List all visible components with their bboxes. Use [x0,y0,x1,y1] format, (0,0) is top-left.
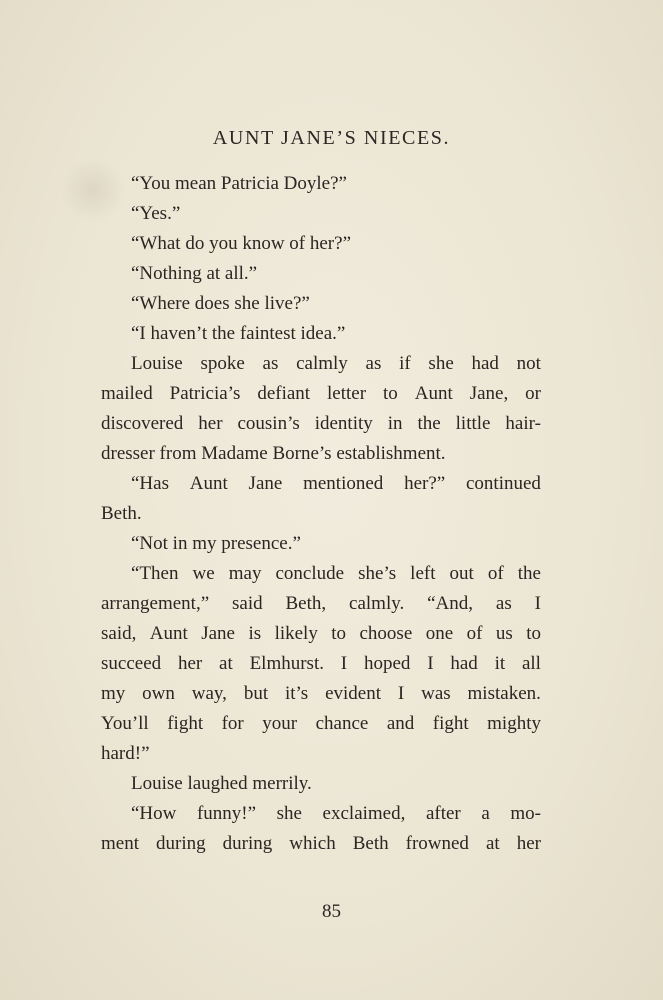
word: Aunt [414,383,453,404]
word: your [262,713,298,734]
word: the [417,413,441,434]
text-line: dresser from Madame Borne’s establishment. [101,443,446,464]
text-line: Beth. [101,503,142,524]
word: identity [314,413,373,434]
word: Louise [131,353,183,374]
word: Beth, [285,593,327,614]
word: Aunt [149,623,188,644]
word: to [526,623,541,644]
word: not [516,353,541,374]
word: her [198,413,223,434]
word: spoke [200,353,245,374]
word: of [487,563,504,584]
word: chance [315,713,369,734]
word: my [101,683,126,704]
word: mentioned [303,473,384,494]
word: she [428,353,454,374]
word: it’s [284,683,309,704]
word: I [340,653,348,674]
word: as [262,353,279,374]
word: may [228,563,262,584]
word: we [192,563,215,584]
word: after [425,803,461,824]
word: little [455,413,491,434]
word: the [517,563,541,584]
text-line [101,379,541,409]
word: hair- [505,413,541,434]
text-line: “Nothing at all.” [131,263,258,284]
word: or [525,383,541,404]
word: frowned [405,833,469,854]
word: all [521,653,541,674]
word: one [425,623,454,644]
word: ment [101,833,139,854]
word: is [248,623,262,644]
word: us [495,623,513,644]
word: evident [325,683,382,704]
body-text [101,169,541,859]
word: during [156,833,206,854]
word: Jane, [469,383,509,404]
text-line [101,619,541,649]
word: Aunt [189,473,228,494]
word: as [365,353,382,374]
word: was [421,683,451,704]
word: a [481,803,490,824]
word: fight [167,713,204,734]
word: as [495,593,512,614]
text-line [101,649,541,679]
word: for [221,713,244,734]
word: which [289,833,336,854]
word: her?” [404,473,446,494]
word: conclude [275,563,345,584]
text-line: “Yes.” [131,203,181,224]
word: “And, [427,593,474,614]
word: discovered [101,413,184,434]
word: in [387,413,403,434]
word: calmly [296,353,348,374]
running-head: AUNT JANE’S NIECES. [212,127,451,149]
word: way, [191,683,227,704]
word: “Then [131,563,179,584]
word: Jane [248,473,283,494]
word: she [276,803,302,824]
word: to [331,623,347,644]
text-line [101,559,541,589]
text-line [101,709,541,739]
text-line: “Not in my presence.” [131,533,301,554]
word: had [471,353,499,374]
word: she’s [358,563,397,584]
text-line [101,349,541,379]
word: said, [101,623,137,644]
word: cousin’s [237,413,300,434]
word: I [397,683,405,704]
word: of [466,623,483,644]
word: it [494,653,506,674]
word: calmly. [349,593,405,614]
text-line: “Where does she live?” [131,293,310,314]
word: during [222,833,273,854]
word: had [450,653,478,674]
word: left [410,563,436,584]
text-line: “You mean Patricia Doyle?” [131,173,347,194]
word: hoped [363,653,411,674]
word: mistaken. [467,683,541,704]
text-line: Louise laughed merrily. [131,773,312,794]
word: Beth [352,833,389,854]
word: succeed [101,653,162,674]
word: continued [466,473,541,494]
text-line [101,409,541,439]
word: Jane [201,623,235,644]
word: Patricia’s [169,383,241,404]
word: letter [327,383,367,404]
word: her [516,833,541,854]
word: Elmhurst. [249,653,324,674]
word: funny!” [196,803,257,824]
word: mo- [510,803,541,824]
word: fight [432,713,469,734]
word: said [232,593,263,614]
word: at [219,653,233,674]
text-line [101,679,541,709]
word: choose [359,623,413,644]
text-line: “What do you know of her?” [131,233,352,254]
word: and [386,713,415,734]
word: likely [274,623,318,644]
word: “Has [131,473,169,494]
word: I [534,593,541,614]
word: defiant [257,383,311,404]
text-line: “I haven’t the faintest idea.” [131,323,346,344]
word: arrangement,” [101,593,210,614]
word: I [427,653,434,674]
word: You’ll [101,713,149,734]
word: mailed [101,383,153,404]
word: mighty [487,713,541,734]
word: out [449,563,474,584]
text-line [101,469,541,499]
word: exclaimed, [322,803,406,824]
word: own [142,683,175,704]
text-line: hard!” [101,743,150,764]
text-line [101,589,541,619]
word: her [177,653,203,674]
word: but [243,683,269,704]
word: “How [131,803,177,824]
word: at [485,833,500,854]
text-line [101,799,541,829]
word: to [383,383,398,404]
word: if [399,353,411,374]
page-number: 85 [322,901,341,922]
text-line [101,829,541,859]
